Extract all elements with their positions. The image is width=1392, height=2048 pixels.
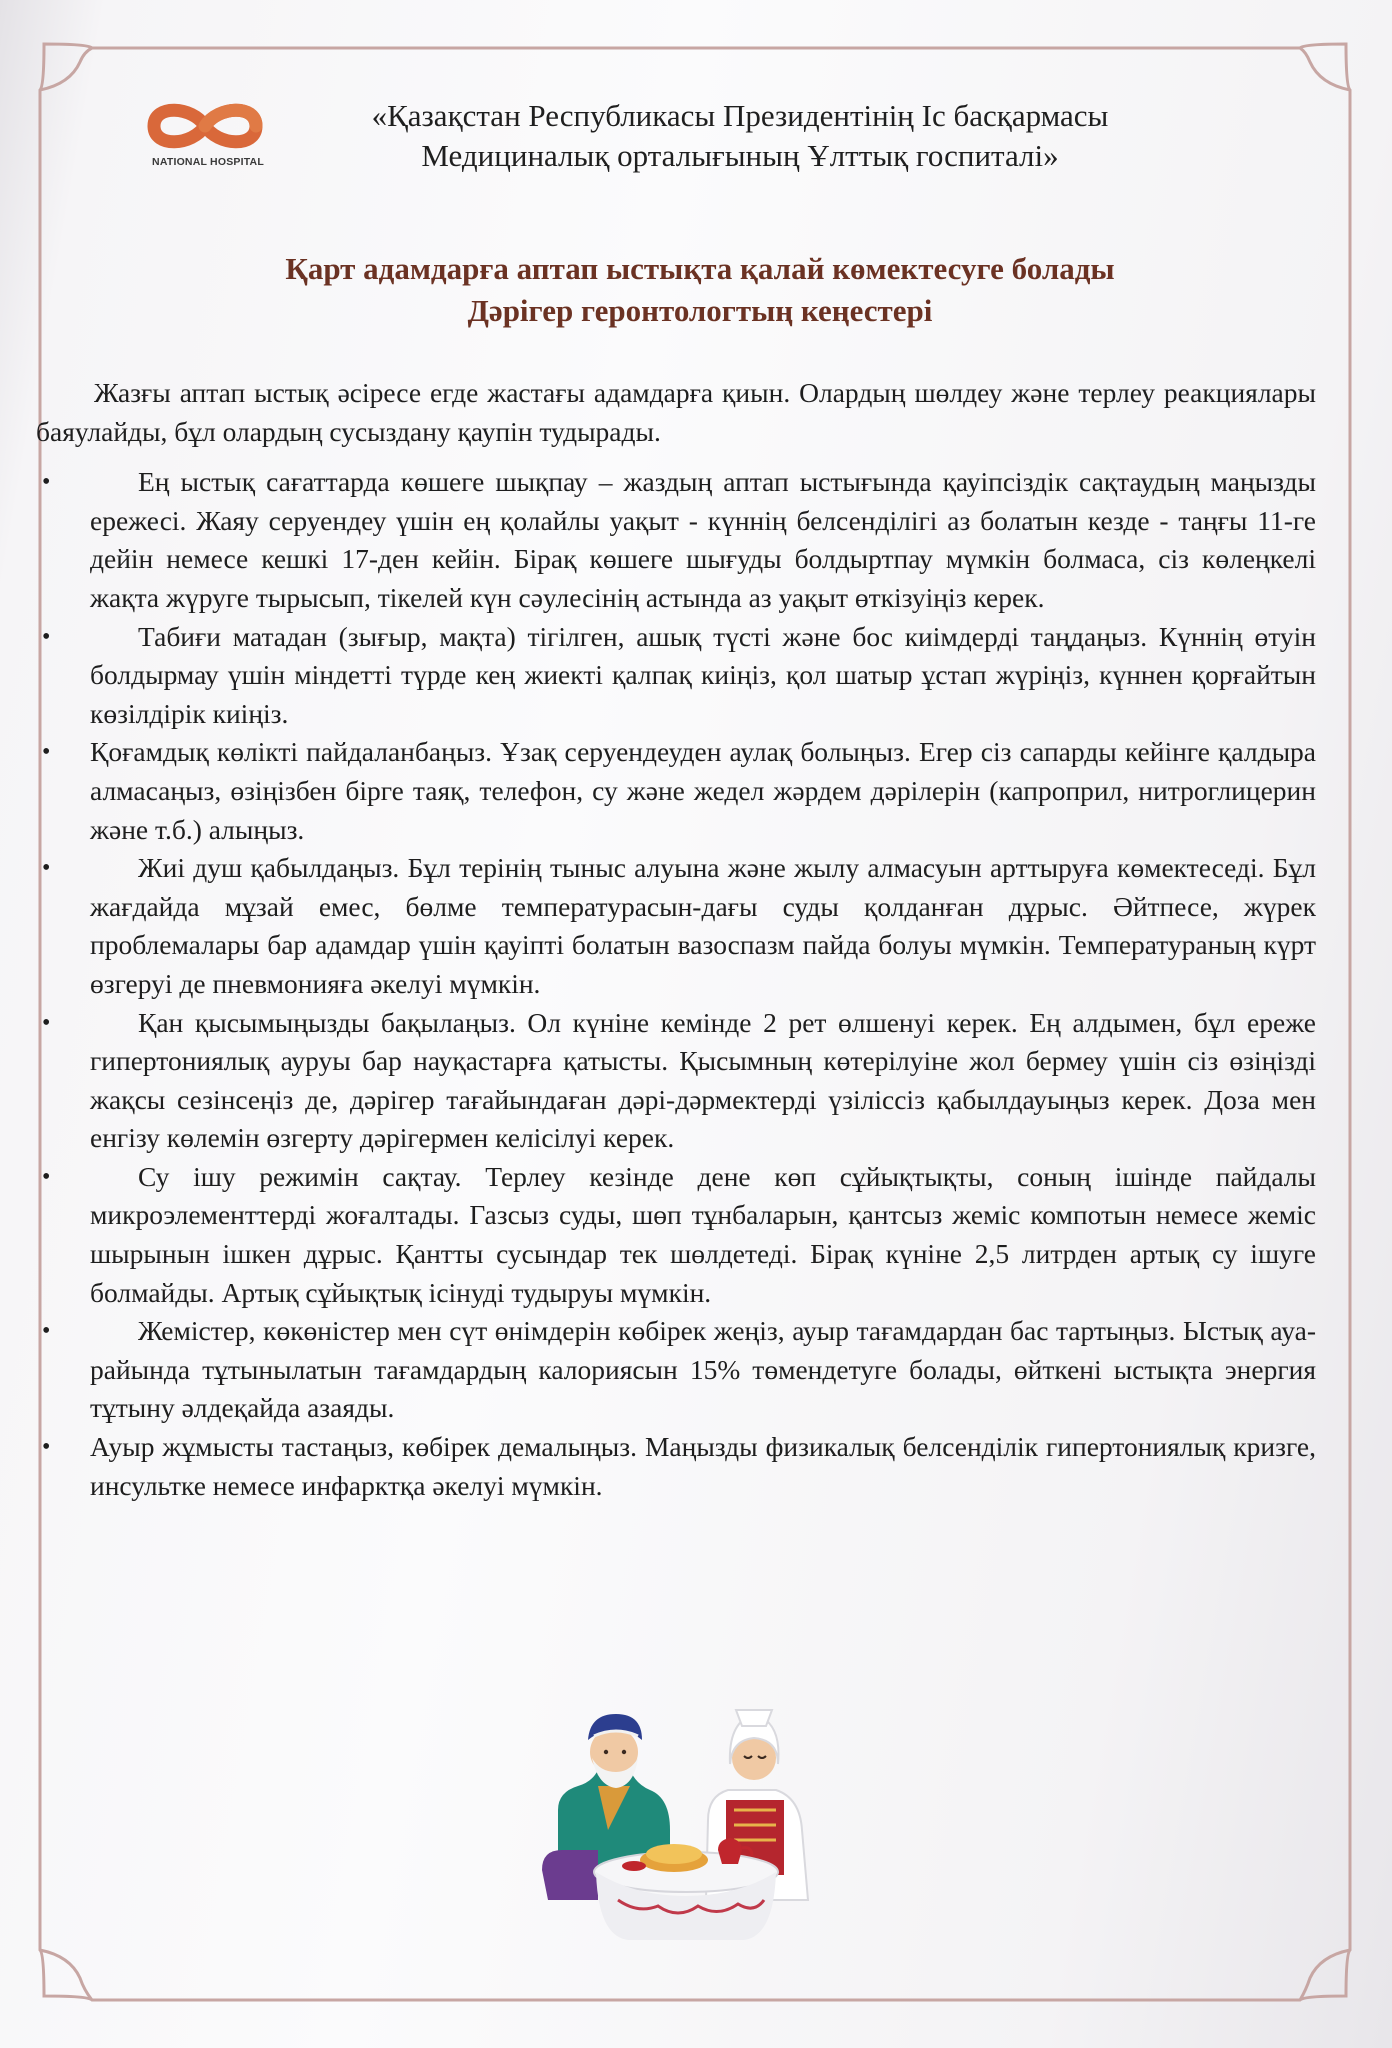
tip-text: Жемістер, көкөністер мен сүт өнімдерін көбірек жеңіз, ауыр тағамдардан бас тартыңыз. Ыстық ауа-райында тұтынылатын тағамдардың калориясын 15% төмендетуге болады, өйткені ыстықта энергия тұтыну әлдеқайда азаяды.: [90, 1315, 1316, 1424]
tip-text: Жиі душ қабылдаңыз. Бұл терінің тыныс алуына және жылу алмасуын арттыруға көмектеседі. Бұл жағдайда мұзай емес, бөлме температурасын-дағы суды қолданған дұрыс. Әйтпесе, жүрек проблемалары бар адамдар үшін қауіпті болатын вазоспазм пайда болуы мүмкін. Температураның күрт өзгеруі де пневмонияға әкелуі мүмкін.: [90, 852, 1316, 999]
tip-text: Қоғамдық көлікті пайдаланбаңыз. Ұзақ серуендеуден аулақ болыңыз. Егер сіз сапарды кейінге қалдыра алмасаңыз, өзіңізбен бірге таяқ, телефон, су және жедел жәрдем дәрілерін (капроприл, нитроглицерин және т.б.) алыңыз.: [90, 736, 1316, 845]
list-item: [36, 618, 1316, 734]
tip-text: Қан қысымыңызды бақылаңыз. Ол күніне кемінде 2 рет өлшенуі керек. Ең алдымен, бұл ереже гипертониялық ауруы бар науқастарға қатысты. Қысымның көтерілуіне жол бермеу үшін сіз өзіңізді жақсы сезінсеңіз де, дәрігер тағайындаған дәрі-дәрмектерді үзіліссіз қабылдауыңыз керек. Доза мен енгізу көлемін өзгерту дәрігермен келісілуі керек.: [90, 1006, 1316, 1154]
list-item: [36, 463, 1316, 617]
tips-list: [36, 463, 1316, 1505]
bullet-icon: •: [42, 1009, 51, 1036]
bullet-icon: •: [42, 623, 51, 650]
tip-text: Ауыр жұмысты тастаңыз, көбірек демалыңыз. Маңызды физикалық белсенділік гипертониялық кризге, инсультке немесе инфарктқа әкелуі мүмкін.: [90, 1431, 1316, 1501]
list-item: [36, 849, 1316, 1003]
bullet-icon: •: [42, 1318, 51, 1345]
title-line-1: Қарт адамдарға аптап ыстықта қалай көмектесуге болады: [285, 251, 1115, 286]
list-item: [36, 1312, 1316, 1428]
bullet-icon: •: [42, 1163, 51, 1190]
document-body: [36, 374, 1316, 1505]
list-item: [36, 1428, 1316, 1505]
infinity-logo-icon: [140, 96, 270, 156]
list-item: [36, 1158, 1316, 1312]
bullet-icon: •: [42, 1434, 51, 1461]
organization-line-1: «Қазақстан Республикасы Президентінің Іс басқармасы: [371, 98, 1109, 133]
tip-text: Ең ыстық сағаттарда көшеге шықпау – жаздың аптап ыстығында қауіпсіздік сақтаудың маңызды ережесі. Жаяу серуендеу үшін ең қолайлы уақыт - күннің белсенділігі аз болатын кезде - таңғы 11-ге дейін немесе кешкі 17-ден кейін. Бірақ көшеге шығуды болдыртпау мүмкін болмаса, сіз көлеңкелі жақта жүруге тырысып, тікелей күн сәулесінің астында аз уақыт өткізуіңіз керек.: [90, 466, 1316, 613]
list-item: [36, 1004, 1316, 1158]
elderly-couple-illustration: [538, 1700, 828, 1950]
bullet-icon: •: [42, 469, 51, 496]
document-title: [100, 248, 1300, 332]
national-hospital-logo: [140, 96, 270, 176]
logo-caption: NATIONAL HOSPITAL: [152, 156, 264, 168]
tip-text: Су ішу режимін сақтау. Терлеу кезінде дене көп сұйықтықты, соның ішінде пайдалы микроэлементтерді жоғалтады. Газсыз суды, шөп тұнбаларын, қантсыз жеміс компотын немесе жеміс шырынын ішкен дұрыс. Қантты сусындар тек шөлдетеді. Бірақ күніне 2,5 литрден артық су ішуге болмайды. Артық сұйықтық ісінуді тудыруы мүмкін.: [90, 1160, 1316, 1308]
bullet-icon: •: [42, 855, 51, 882]
intro-paragraph: Жазғы аптап ыстық әсіресе егде жастағы адамдарға қиын. Олардың шөлдеу және терлеу реакциялары баяулайды, бұл олардың сусыздану қаупін тудырады.: [36, 377, 1316, 447]
bullet-icon: •: [42, 739, 51, 766]
tip-text: Табиғи матадан (зығыр, мақта) тігілген, ашық түсті және бос киімдерді таңдаңыз. Күннің өтуін болдырмау үшін міндетті түрде кең жиекті қалпақ киіңіз, қол шатыр ұстап жүріңіз, күннен қорғайтын көзілдірік киіңіз.: [90, 620, 1316, 729]
organization-name: [290, 96, 1190, 176]
organization-line-2: Медициналық орталығының Ұлттық госпиталі»: [421, 138, 1059, 173]
document-header: [140, 96, 1270, 186]
title-line-2: Дәрігер геронтологтың кеңестері: [467, 293, 933, 328]
list-item: [36, 733, 1316, 849]
